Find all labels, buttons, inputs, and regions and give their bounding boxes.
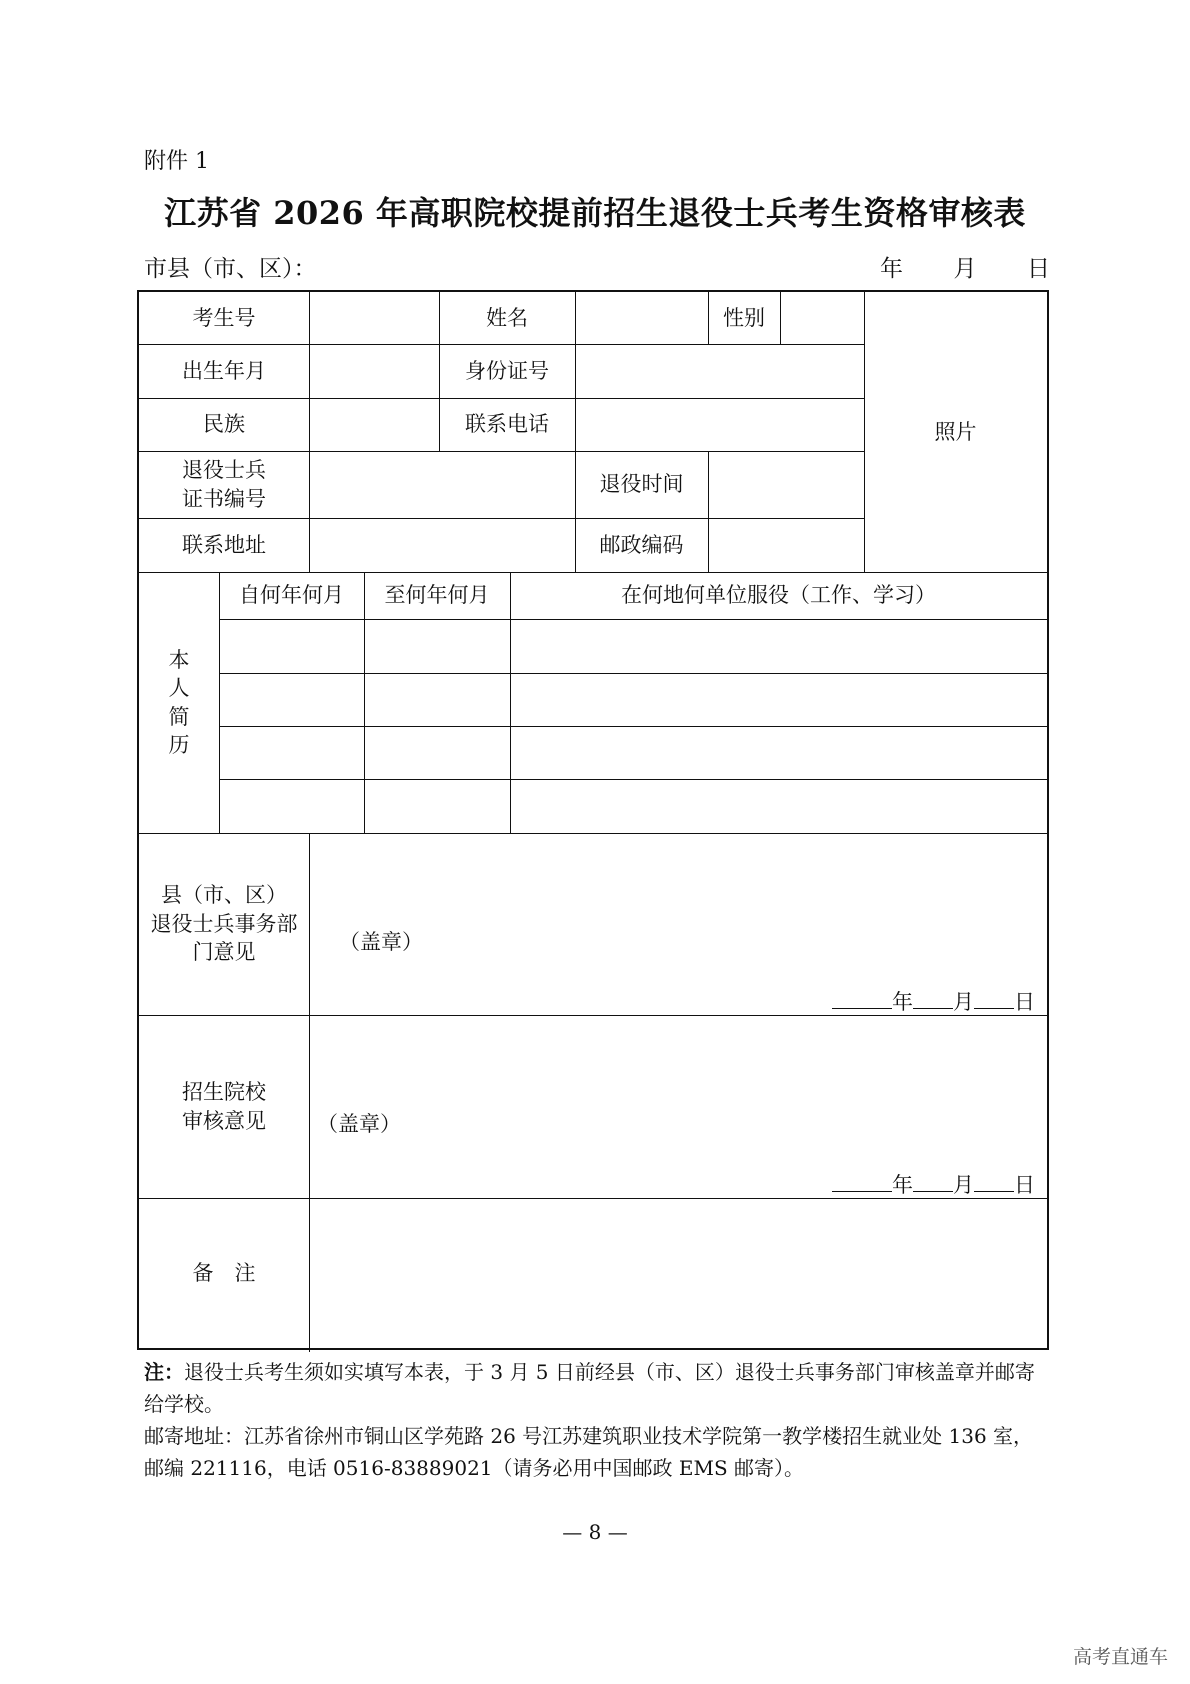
school-line2: 审核意见 — [182, 1108, 266, 1133]
field-phone[interactable] — [575, 398, 864, 451]
field-birth[interactable] — [309, 344, 439, 398]
resume-row-2-where[interactable] — [510, 673, 1047, 726]
field-candidate-no[interactable] — [309, 292, 439, 344]
county-month: 月 — [953, 990, 974, 1014]
resume-row-4-to[interactable] — [364, 779, 510, 833]
county-month-blank[interactable] — [913, 990, 953, 1009]
label-birth: 出生年月 — [182, 358, 266, 383]
school-sign-date[interactable] — [832, 1169, 1035, 1199]
label-resume — [139, 572, 219, 833]
county-day: 日 — [1014, 990, 1035, 1014]
label-address: 联系地址 — [182, 532, 266, 557]
header-date-month: 月 — [953, 256, 977, 282]
school-seal-label: （盖章） — [317, 1112, 401, 1136]
note-text: 退役士兵考生须如实填写本表，于 3 月 5 日前经县（市、区）退役士兵事务部门审核盖章并邮寄给学校。 — [144, 1360, 1035, 1416]
school-day: 日 — [1014, 1173, 1035, 1197]
county-year: 年 — [892, 990, 913, 1014]
label-county-opinion — [139, 833, 309, 1015]
resume-row-3-where[interactable] — [510, 726, 1047, 779]
resume-row-2-from[interactable] — [219, 673, 364, 726]
resume-char-1: 本 — [168, 647, 190, 672]
page-title: 江苏省 2026 年高职院校提前招生退役士兵考生资格审核表 — [164, 194, 1026, 232]
resume-char-3: 简 — [168, 704, 190, 729]
field-id-no[interactable] — [575, 344, 864, 398]
resume-char-4: 历 — [168, 732, 190, 757]
county-day-blank[interactable] — [974, 990, 1014, 1009]
note-paragraph — [144, 1356, 1052, 1420]
photo-box[interactable]: 照片 — [934, 419, 977, 444]
header-date — [880, 250, 1050, 283]
field-gender[interactable] — [780, 292, 864, 344]
resume-row-1-where[interactable] — [510, 619, 1047, 673]
resume-row-1-to[interactable] — [364, 619, 510, 673]
header-date-year: 年 — [880, 256, 903, 282]
resume-row-3-from[interactable] — [219, 726, 364, 779]
label-candidate-no: 考生号 — [192, 305, 256, 330]
label-cert-no — [139, 451, 309, 518]
school-year: 年 — [892, 1173, 913, 1197]
region-label: 市县（市、区）： — [144, 256, 317, 282]
resume-row-4-where[interactable] — [510, 779, 1047, 833]
school-month-blank[interactable] — [913, 1173, 953, 1192]
label-ethnicity: 民族 — [203, 412, 245, 437]
label-remarks: 备 注 — [192, 1260, 256, 1285]
label-name: 姓名 — [486, 305, 528, 330]
field-address[interactable] — [309, 518, 575, 572]
resume-header-where: 在何地何单位服役（工作、学习） — [621, 583, 936, 608]
attachment-label: 附件 1 — [144, 149, 209, 174]
note-label: 注： — [144, 1360, 184, 1384]
county-line1: 县（市、区） — [161, 883, 287, 908]
field-name[interactable] — [575, 292, 708, 344]
school-line1: 招生院校 — [182, 1080, 266, 1105]
notes — [144, 1356, 1052, 1484]
field-ethnicity[interactable] — [309, 398, 439, 451]
watermark: 高考直通车 — [1072, 1646, 1168, 1668]
county-line2: 退役士兵事务部 — [150, 911, 298, 936]
label-postcode: 邮政编码 — [599, 532, 684, 557]
field-postcode[interactable] — [708, 518, 864, 572]
county-line3: 门意见 — [192, 940, 256, 965]
resume-char-2: 人 — [168, 676, 190, 701]
county-seal-label: （盖章） — [339, 930, 423, 954]
resume-row-1-from[interactable] — [219, 619, 364, 673]
page-number: — 8 — — [562, 1520, 628, 1544]
resume-row-2-to[interactable] — [364, 673, 510, 726]
label-cert-line1: 退役士兵 — [182, 458, 266, 483]
resume-row-3-to[interactable] — [364, 726, 510, 779]
resume-header-from: 自何年何月 — [239, 583, 344, 608]
field-discharge-time[interactable] — [708, 451, 864, 518]
qualification-form — [137, 290, 1049, 1350]
field-remarks[interactable] — [309, 1198, 1047, 1348]
field-cert-no[interactable] — [309, 451, 575, 518]
label-discharge-time: 退役时间 — [599, 472, 684, 497]
label-phone: 联系电话 — [465, 412, 549, 437]
school-month: 月 — [953, 1173, 974, 1197]
school-year-blank[interactable] — [832, 1173, 892, 1192]
resume-row-4-from[interactable] — [219, 779, 364, 833]
label-id-no: 身份证号 — [465, 358, 549, 383]
mail-address: 邮寄地址：江苏省徐州市铜山区学苑路 26 号江苏建筑职业技术学院第一教学楼招生就业处 136 室，邮编 221116，电话 0516-83889021（请务必用中国邮政 EMS 邮寄）。 — [144, 1424, 1034, 1480]
county-year-blank[interactable] — [832, 990, 892, 1009]
label-school-opinion — [139, 1015, 309, 1198]
county-sign-date[interactable] — [832, 986, 1035, 1016]
header-date-day: 日 — [1027, 256, 1050, 282]
resume-header-to: 至何年何月 — [384, 583, 490, 608]
label-cert-line2: 证书编号 — [182, 486, 266, 511]
school-day-blank[interactable] — [974, 1173, 1014, 1192]
label-gender: 性别 — [723, 305, 765, 330]
